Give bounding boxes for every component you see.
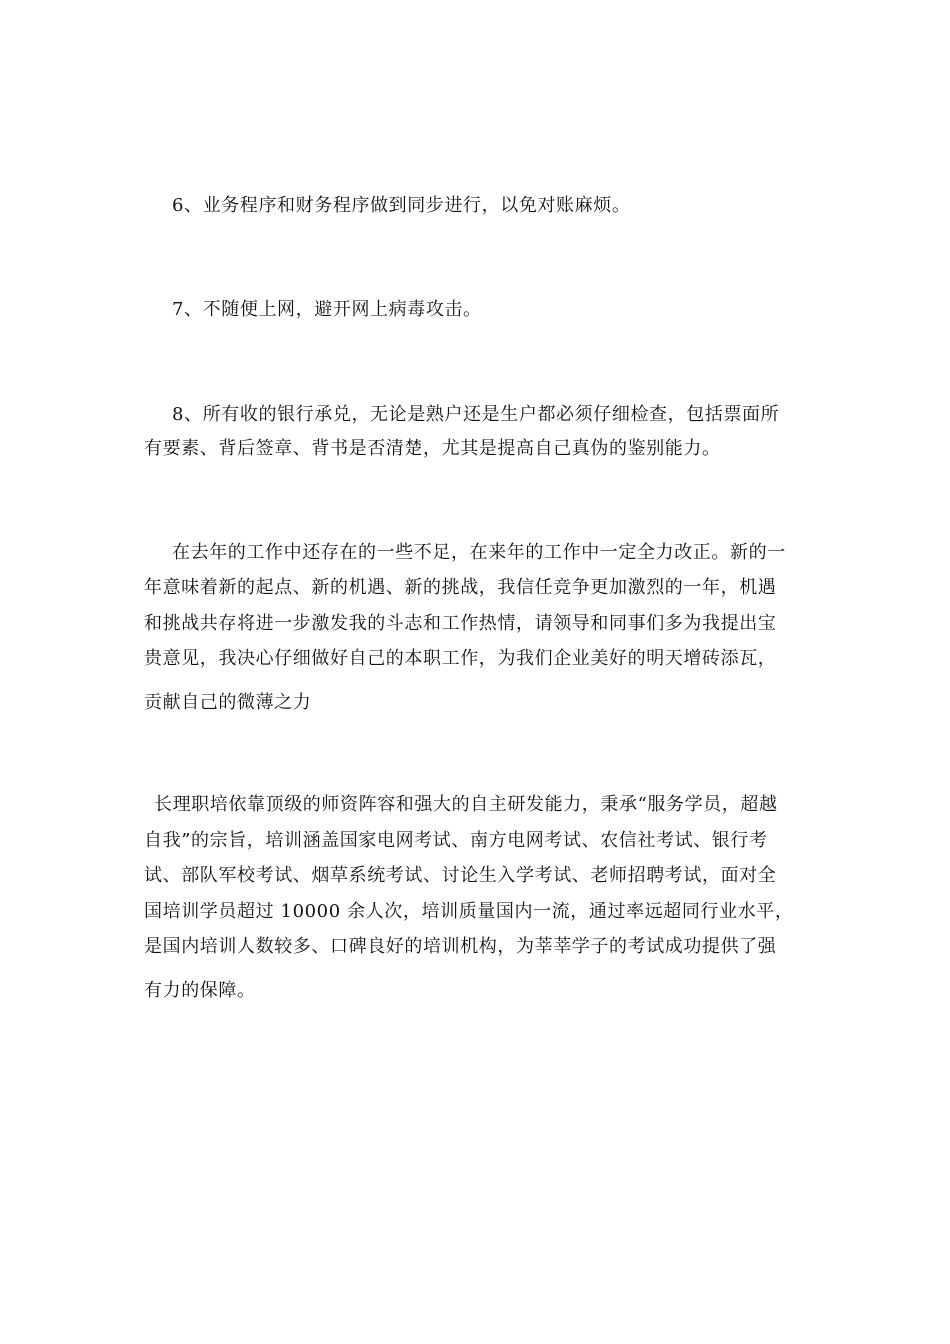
item-8-line-2: 有要素、背后签章、背书是否清楚，尤其是提高自己真伪的鉴别能力。 <box>144 438 721 459</box>
closing-line-4: 贵意见，我决心仔细做好自己的本职工作，为我们企业美好的明天增砖添瓦， <box>144 648 777 669</box>
item-6-line-1: 6、业务程序和财务程序做到同步进行，以免对账麻烦。 <box>172 195 631 216</box>
closing-line-2: 年意味着新的起点、新的机遇、新的挑战，我信任竞争更加激烈的一年，机遇 <box>144 577 777 598</box>
promo-line-3: 试、部队军校考试、烟草系统考试、讨论生入学考试、老师招聘考试，面对全 <box>144 865 777 886</box>
item-7-line-1: 7、不随便上网，避开网上病毒攻击。 <box>172 299 482 320</box>
promo-line-2: 自我”的宗旨，培训涵盖国家电网考试、南方电网考试、农信社考试、银行考 <box>144 830 768 851</box>
promo-line-6: 有力的保障。 <box>144 980 256 1001</box>
promo-line-1: 长理职培依靠顶级的师资阵容和强大的自主研发能力，秉承“服务学员，超越 <box>154 794 778 815</box>
promo-line-5: 是国内培训人数较多、口碑良好的培训机构，为莘莘学子的考试成功提供了强 <box>144 936 777 957</box>
closing-line-5: 贡献自己的微薄之力 <box>144 692 312 713</box>
closing-line-3: 和挑战共存将进一步激发我的斗志和工作热情，请领导和同事们多为我提出宝 <box>144 613 777 634</box>
closing-line-1: 在去年的工作中还存在的一些不足，在来年的工作中一定全力改正。新的一 <box>172 542 786 563</box>
promo-line-4: 国培训学员超过 10000 余人次，培训质量国内一流，通过率远超同行业水平， <box>144 901 794 922</box>
item-8-line-1: 8、所有收的银行承兑，无论是熟户还是生户都必须仔细检查，包括票面所 <box>172 404 780 425</box>
